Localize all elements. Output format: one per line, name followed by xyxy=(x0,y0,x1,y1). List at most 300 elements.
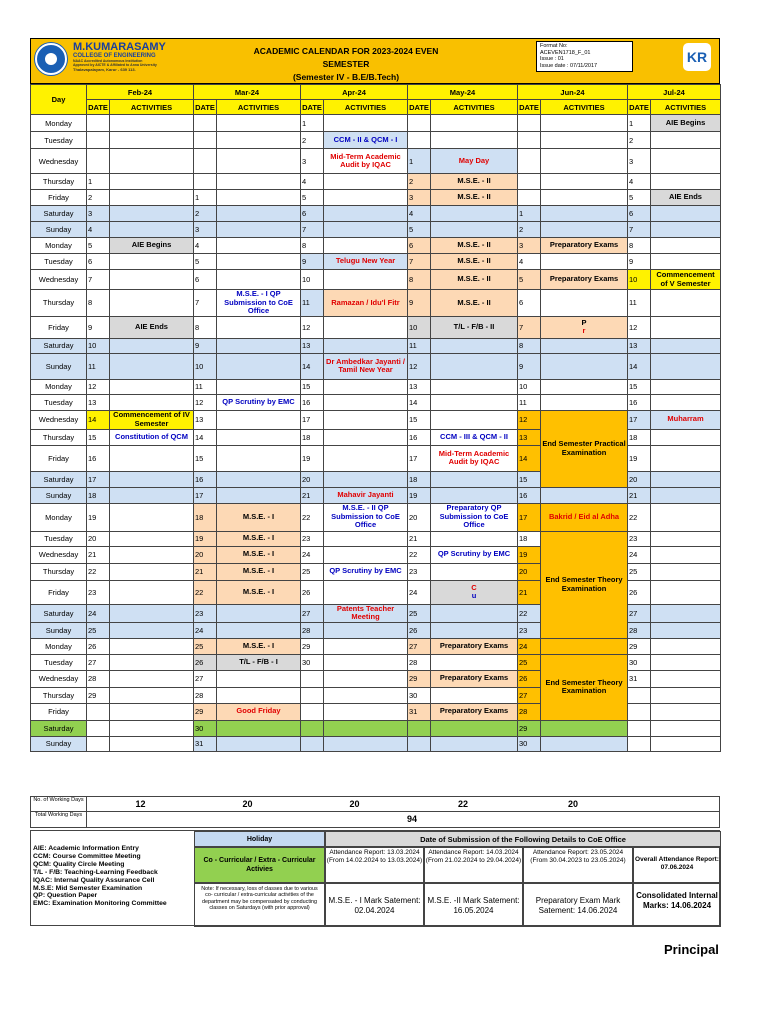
activities-subheader: ACTIVITIES xyxy=(431,100,518,115)
activity-cell xyxy=(110,471,194,487)
day-cell: Thursday xyxy=(31,290,87,317)
date-cell: 19 xyxy=(87,503,110,531)
activity-cell xyxy=(324,115,408,132)
day-cell: Sunday xyxy=(31,222,87,238)
date-cell: 30 xyxy=(301,654,324,670)
activities-subheader: ACTIVITIES xyxy=(110,100,194,115)
date-cell: 16 xyxy=(301,394,324,410)
date-cell: 15 xyxy=(194,445,217,471)
activity-cell xyxy=(541,222,628,238)
date-cell: 10 xyxy=(194,353,217,379)
day-cell: Saturday xyxy=(31,206,87,222)
activity-cell: AIE Ends xyxy=(651,190,721,206)
day-cell: Wednesday xyxy=(31,670,87,687)
date-cell: 31 xyxy=(628,670,651,687)
working-days-mar: 20 xyxy=(242,799,253,809)
date-cell: 22 xyxy=(628,503,651,531)
format-no: ACEVEN1718_F_01 xyxy=(540,49,591,56)
activity-cell: Preparatory Exams xyxy=(541,270,628,290)
day-cell: Wednesday xyxy=(31,270,87,290)
date-cell: 18 xyxy=(194,503,217,531)
calendar-row xyxy=(31,394,721,410)
activity-cell xyxy=(217,338,301,353)
activity-cell: M.S.E. - II xyxy=(431,238,518,254)
date-cell: 6 xyxy=(628,206,651,222)
working-days-jun: 20 xyxy=(567,799,578,809)
activity-cell xyxy=(324,206,408,222)
working-days-label: No. of Working Days xyxy=(31,797,87,812)
date-cell: 30 xyxy=(194,720,217,736)
attendance-report-2: Attendance Report: 14.03.2024 (From 21.02.2024 to 29.04.2024) xyxy=(424,847,523,883)
activity-cell xyxy=(110,379,194,394)
calendar-row xyxy=(31,115,721,132)
day-cell: Saturday xyxy=(31,338,87,353)
college-sub: COLLEGE OF ENGINEERING xyxy=(73,53,156,59)
date-cell: 17 xyxy=(628,410,651,429)
abbrev-item: IQAC: Internal Quality Assurance Cell xyxy=(33,876,155,884)
activity-cell xyxy=(431,687,518,703)
date-cell: 9 xyxy=(518,353,541,379)
activity-cell xyxy=(324,190,408,206)
activity-cell xyxy=(324,580,408,604)
activity-cell: T/L - F/B - II xyxy=(431,316,518,338)
attendance-report-3: Attendance Report: 23.05.2024 (From 30.04.2023 to 23.05.2024) xyxy=(523,847,633,883)
activity-cell xyxy=(431,132,518,149)
day-cell: Wednesday xyxy=(31,149,87,174)
date-cell: 29 xyxy=(87,687,110,703)
day-cell: Thursday xyxy=(31,563,87,580)
date-cell xyxy=(408,736,431,751)
activity-cell: End Semester Practical Examination xyxy=(541,410,628,487)
activity-cell: Dr Ambedkar Jayanti / Tamil New Year xyxy=(324,353,408,379)
activity-cell xyxy=(324,316,408,338)
activity-cell xyxy=(431,720,518,736)
activity-cell xyxy=(541,394,628,410)
compensation-note: Note: If necessary, loss of classes due to various co- curricular / extra-curricular activities of the department may be compensated by conducting classes on Saturdays (with prior approval) xyxy=(194,883,325,927)
date-cell: 23 xyxy=(87,580,110,604)
activity-cell: May Day xyxy=(431,149,518,174)
college-block xyxy=(73,41,173,72)
activity-cell xyxy=(110,254,194,270)
abbrev-item: EMC: Examination Monitoring Committee xyxy=(33,900,167,908)
activity-cell xyxy=(541,353,628,379)
date-cell: 21 xyxy=(301,487,324,503)
date-cell: 19 xyxy=(194,531,217,546)
date-cell: 11 xyxy=(194,379,217,394)
date-cell: 22 xyxy=(301,503,324,531)
date-cell: 28 xyxy=(518,703,541,720)
activity-cell xyxy=(651,206,721,222)
date-cell: 1 xyxy=(408,149,431,174)
date-cell: 13 xyxy=(408,379,431,394)
date-cell: 25 xyxy=(194,638,217,654)
day-cell: Tuesday xyxy=(31,254,87,270)
activity-cell xyxy=(324,622,408,638)
cocurricular-key: Co - Curricular / Extra - Curricular Activies xyxy=(194,847,325,883)
date-cell: 8 xyxy=(301,238,324,254)
activity-cell xyxy=(217,115,301,132)
date-cell: 21 xyxy=(87,546,110,563)
activity-cell xyxy=(217,174,301,190)
date-cell: 8 xyxy=(518,338,541,353)
date-cell: 11 xyxy=(518,394,541,410)
date-cell: 20 xyxy=(408,503,431,531)
activity-cell xyxy=(651,563,721,580)
activity-cell xyxy=(651,703,721,720)
calendar-row xyxy=(31,270,721,290)
activity-cell: Good Friday xyxy=(217,703,301,720)
day-cell: Wednesday xyxy=(31,546,87,563)
date-cell: 4 xyxy=(87,222,110,238)
activity-cell xyxy=(651,379,721,394)
date-cell: 2 xyxy=(628,132,651,149)
activity-cell xyxy=(110,563,194,580)
date-cell xyxy=(408,132,431,149)
calendar-row xyxy=(31,410,721,429)
activity-cell xyxy=(431,353,518,379)
activity-cell xyxy=(217,149,301,174)
date-cell: 21 xyxy=(628,487,651,503)
date-cell: 16 xyxy=(87,445,110,471)
date-cell: 1 xyxy=(301,115,324,132)
activity-cell xyxy=(651,149,721,174)
calendar-table xyxy=(30,84,721,752)
college-address: Thalavapalayam, Karur - 639 113. xyxy=(73,67,136,72)
activity-cell xyxy=(324,471,408,487)
activity-cell xyxy=(431,736,518,751)
date-cell: 24 xyxy=(301,546,324,563)
date-cell xyxy=(628,687,651,703)
day-cell: Tuesday xyxy=(31,394,87,410)
date-cell: 25 xyxy=(628,563,651,580)
calendar-row xyxy=(31,720,721,736)
title-line-1: ACADEMIC CALENDAR FOR 2023-2024 EVEN SEMESTER xyxy=(253,46,439,69)
activity-cell xyxy=(651,720,721,736)
date-cell: 16 xyxy=(408,429,431,445)
activity-cell xyxy=(110,190,194,206)
date-cell: 9 xyxy=(87,316,110,338)
date-cell: 26 xyxy=(518,670,541,687)
legend-section xyxy=(30,830,720,926)
date-cell: 22 xyxy=(87,563,110,580)
date-cell: 18 xyxy=(408,471,431,487)
day-cell: Sunday xyxy=(31,736,87,751)
activity-cell xyxy=(217,190,301,206)
activity-cell xyxy=(651,622,721,638)
date-cell: 7 xyxy=(87,270,110,290)
date-cell: 2 xyxy=(518,222,541,238)
date-cell xyxy=(87,149,110,174)
activity-cell: M.S.E. - I xyxy=(217,503,301,531)
date-cell xyxy=(194,132,217,149)
date-cell: 7 xyxy=(408,254,431,270)
date-cell: 26 xyxy=(301,580,324,604)
date-cell: 30 xyxy=(408,687,431,703)
date-cell: 8 xyxy=(628,238,651,254)
date-cell: 15 xyxy=(301,379,324,394)
activity-cell xyxy=(110,503,194,531)
date-cell: 31 xyxy=(408,703,431,720)
activity-cell xyxy=(324,638,408,654)
date-cell: 13 xyxy=(301,338,324,353)
activity-cell: Bakrid / Eid al Adha xyxy=(541,503,628,531)
format-box xyxy=(536,41,633,72)
activity-cell xyxy=(651,531,721,546)
activity-cell xyxy=(110,654,194,670)
activity-cell xyxy=(431,410,518,429)
date-cell: 28 xyxy=(301,622,324,638)
date-cell: 12 xyxy=(301,316,324,338)
calendar-row xyxy=(31,338,721,353)
date-cell xyxy=(87,115,110,132)
date-cell: 21 xyxy=(194,563,217,580)
title-line-2: (Semester IV - B.E/B.Tech) xyxy=(292,72,400,82)
activity-cell: M.S.E. - II xyxy=(431,270,518,290)
activity-cell xyxy=(651,316,721,338)
calendar-row xyxy=(31,290,721,317)
calendar-row xyxy=(31,222,721,238)
activity-cell xyxy=(651,503,721,531)
activity-cell xyxy=(651,471,721,487)
activity-cell xyxy=(217,410,301,429)
month-header: Jun-24 xyxy=(518,85,628,100)
date-cell: 24 xyxy=(628,546,651,563)
activity-cell xyxy=(651,238,721,254)
date-cell: 23 xyxy=(301,531,324,546)
day-cell: Thursday xyxy=(31,174,87,190)
total-days-value: 94 xyxy=(406,814,417,824)
working-days-may: 22 xyxy=(457,799,468,809)
activity-cell: CCM - III & QCM - II xyxy=(431,429,518,445)
calendar-row xyxy=(31,638,721,654)
date-cell: 5 xyxy=(87,238,110,254)
date-cell: 8 xyxy=(408,270,431,290)
date-cell: 12 xyxy=(408,353,431,379)
day-cell: Thursday xyxy=(31,429,87,445)
date-cell xyxy=(194,149,217,174)
day-cell: Friday xyxy=(31,190,87,206)
day-cell: Sunday xyxy=(31,487,87,503)
date-cell xyxy=(87,703,110,720)
activity-cell: Preparatory Exams xyxy=(431,670,518,687)
date-cell: 17 xyxy=(87,471,110,487)
month-header: Feb-24 xyxy=(87,85,194,100)
date-cell: 19 xyxy=(408,487,431,503)
date-cell: 8 xyxy=(194,316,217,338)
activity-cell xyxy=(541,487,628,503)
holiday-key: Holiday xyxy=(194,831,325,847)
activity-cell xyxy=(217,316,301,338)
date-cell xyxy=(628,736,651,751)
activity-cell: M.S.E. - I QP Submission to CoE Office xyxy=(217,290,301,317)
issue-date-label: Issue date xyxy=(540,62,566,69)
date-cell: 7 xyxy=(194,290,217,317)
activity-cell: CCM - II & QCM - I xyxy=(324,132,408,149)
activity-cell: AIE Begins xyxy=(110,238,194,254)
activity-cell xyxy=(324,531,408,546)
date-cell xyxy=(87,736,110,751)
activity-cell xyxy=(651,670,721,687)
format-no-label: Format No: xyxy=(540,43,568,49)
activity-cell xyxy=(110,531,194,546)
activity-cell xyxy=(324,394,408,410)
activity-cell: Telugu New Year xyxy=(324,254,408,270)
activity-cell xyxy=(324,703,408,720)
date-cell: 11 xyxy=(301,290,324,317)
date-cell xyxy=(301,670,324,687)
date-cell: 26 xyxy=(87,638,110,654)
date-cell: 25 xyxy=(301,563,324,580)
issue-date: : 07/11/2017 xyxy=(566,62,598,69)
date-cell: 1 xyxy=(87,174,110,190)
date-cell: 24 xyxy=(518,638,541,654)
month-header: May-24 xyxy=(408,85,518,100)
day-cell: Sunday xyxy=(31,622,87,638)
date-cell: 14 xyxy=(408,394,431,410)
activity-cell xyxy=(541,254,628,270)
date-cell: 4 xyxy=(628,174,651,190)
activity-cell xyxy=(217,206,301,222)
activity-cell: Commencement of V Semester xyxy=(651,270,721,290)
date-cell xyxy=(408,115,431,132)
date-cell: 6 xyxy=(301,206,324,222)
date-cell: 16 xyxy=(194,471,217,487)
activity-cell: M.S.E. - II QP Submission to CoE Office xyxy=(324,503,408,531)
activity-cell xyxy=(651,546,721,563)
activity-cell: T/L - F/B - I xyxy=(217,654,301,670)
date-cell: 20 xyxy=(518,563,541,580)
activity-cell: Patents Teacher Meeting xyxy=(324,604,408,622)
activity-cell xyxy=(324,736,408,751)
activity-cell xyxy=(110,353,194,379)
activity-line: u xyxy=(471,591,477,600)
activity-cell xyxy=(431,115,518,132)
date-cell: 1 xyxy=(194,190,217,206)
day-cell: Monday xyxy=(31,238,87,254)
date-subheader: DATE xyxy=(408,100,431,115)
date-cell: 2 xyxy=(408,174,431,190)
activity-cell xyxy=(110,720,194,736)
day-cell: Monday xyxy=(31,379,87,394)
activity-cell xyxy=(651,254,721,270)
date-cell: 12 xyxy=(628,316,651,338)
date-cell: 23 xyxy=(408,563,431,580)
activity-cell: End Semester Theory Examination xyxy=(541,654,628,720)
date-cell: 11 xyxy=(408,338,431,353)
date-subheader: DATE xyxy=(628,100,651,115)
date-cell: 27 xyxy=(408,638,431,654)
activity-cell xyxy=(217,270,301,290)
date-cell xyxy=(518,190,541,206)
activity-cell xyxy=(110,670,194,687)
date-cell: 1 xyxy=(628,115,651,132)
date-cell xyxy=(518,115,541,132)
activity-cell xyxy=(541,379,628,394)
activity-cell xyxy=(324,687,408,703)
date-cell: 16 xyxy=(628,394,651,410)
activity-cell xyxy=(431,487,518,503)
activity-cell: Commencement of IV Semester xyxy=(110,410,194,429)
activity-cell xyxy=(651,222,721,238)
activity-cell xyxy=(324,379,408,394)
abbrev-item: QP: Question Paper xyxy=(33,892,98,900)
date-cell: 10 xyxy=(408,316,431,338)
date-cell: 21 xyxy=(518,580,541,604)
date-cell: 3 xyxy=(301,149,324,174)
date-cell: 7 xyxy=(301,222,324,238)
activity-cell xyxy=(217,222,301,238)
activity-cell: AIE Ends xyxy=(110,316,194,338)
date-cell: 30 xyxy=(518,736,541,751)
date-cell: 4 xyxy=(194,238,217,254)
submission-header: Date of Submission of the Following Details to CoE Office xyxy=(325,831,721,847)
activity-cell xyxy=(217,379,301,394)
date-cell: 14 xyxy=(518,445,541,471)
activity-cell: Mid-Term Academic Audit by IQAC xyxy=(324,149,408,174)
date-cell: 31 xyxy=(194,736,217,751)
activity-cell xyxy=(324,238,408,254)
activity-cell xyxy=(217,622,301,638)
activity-cell xyxy=(541,190,628,206)
activity-cell xyxy=(651,736,721,751)
activity-cell xyxy=(217,487,301,503)
activity-cell xyxy=(110,546,194,563)
activity-cell xyxy=(541,720,628,736)
activity-cell: M.S.E. - I xyxy=(217,638,301,654)
date-cell: 1 xyxy=(518,206,541,222)
activity-cell xyxy=(431,394,518,410)
calendar-row xyxy=(31,531,721,546)
date-cell: 25 xyxy=(518,654,541,670)
date-cell: 6 xyxy=(87,254,110,270)
day-cell: Friday xyxy=(31,580,87,604)
activity-cell: Preparatory Exams xyxy=(431,638,518,654)
activity-cell: QP Scrutiny by EMC xyxy=(217,394,301,410)
activity-line: P xyxy=(581,317,587,327)
date-cell: 16 xyxy=(518,487,541,503)
activity-cell xyxy=(324,222,408,238)
date-cell: 13 xyxy=(194,410,217,429)
activity-cell xyxy=(217,604,301,622)
date-cell: 17 xyxy=(518,503,541,531)
date-cell: 9 xyxy=(408,290,431,317)
date-cell: 4 xyxy=(301,174,324,190)
activity-cell xyxy=(431,338,518,353)
date-cell: 17 xyxy=(194,487,217,503)
date-cell xyxy=(301,687,324,703)
preparatory-mark-statement: Preparatory Exam Mark Satement: 14.06.2024 xyxy=(523,883,633,927)
date-cell: 15 xyxy=(518,471,541,487)
abbrev-item: CCM: Course Committee Meeting xyxy=(33,852,141,860)
calendar-row xyxy=(31,353,721,379)
activity-cell xyxy=(217,353,301,379)
date-cell: 3 xyxy=(408,190,431,206)
date-cell: 20 xyxy=(301,471,324,487)
activity-cell xyxy=(324,445,408,471)
activity-cell xyxy=(651,174,721,190)
date-cell xyxy=(518,149,541,174)
page-title xyxy=(231,45,461,84)
activity-cell xyxy=(324,654,408,670)
activity-cell xyxy=(110,149,194,174)
date-cell xyxy=(194,115,217,132)
activity-cell xyxy=(324,546,408,563)
date-cell: 2 xyxy=(194,206,217,222)
issue-value: : 01 xyxy=(554,56,564,62)
activity-cell xyxy=(110,736,194,751)
college-name: M.KUMARASAMY xyxy=(73,41,166,53)
date-cell xyxy=(518,132,541,149)
